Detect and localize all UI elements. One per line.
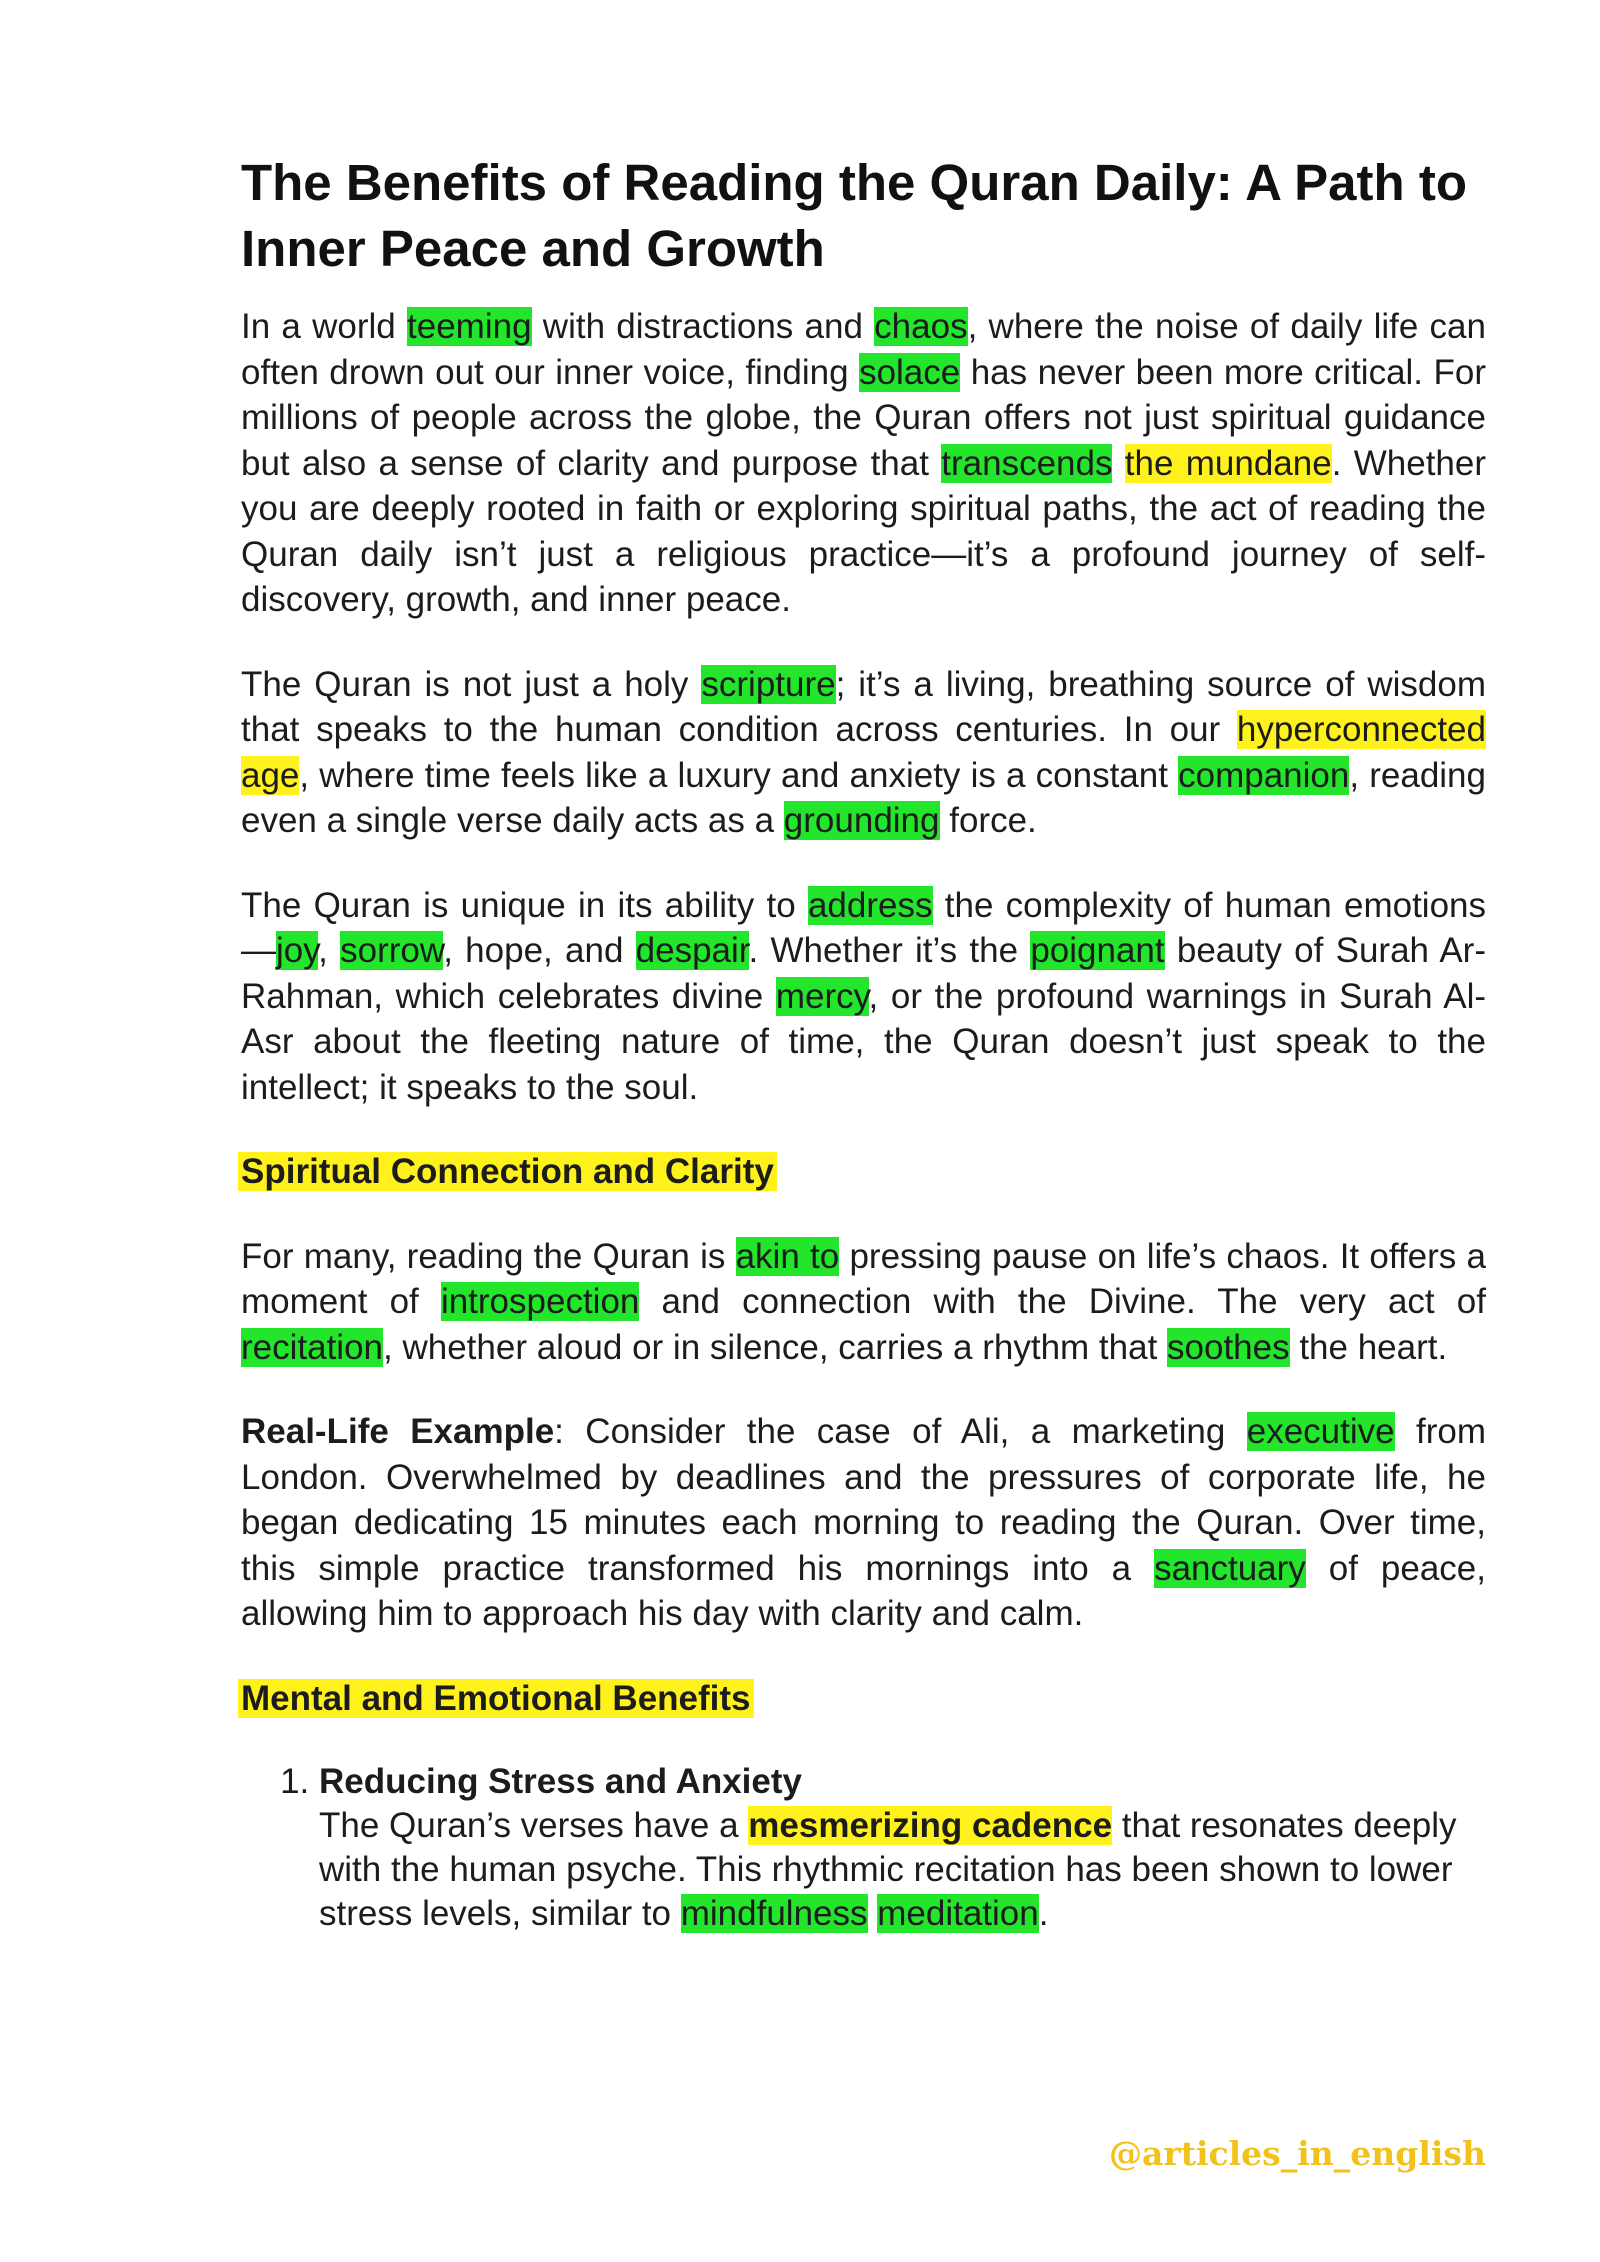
highlighted-word: grounding: [783, 801, 940, 840]
text-run: with distractions and: [531, 307, 875, 346]
text-run: , reading even a single verse daily acts as a: [241, 755, 1486, 840]
highlighted-word: solace: [859, 352, 961, 392]
text-run: , or the profound warnings in Surah Al-Asr about the fleeting nature of time, the Quran doesn’t just speak to the intellect; it speaks to the soul.: [241, 976, 1487, 1107]
text-run: [1112, 444, 1124, 483]
intro-paragraph: [241, 304, 1486, 623]
section-heading-spiritual: [238, 1149, 1486, 1195]
text-run: the complexity of human emotions—: [241, 885, 1487, 970]
section-heading-mental-text: Mental and Emotional Benefits: [238, 1679, 754, 1718]
text-run: . Whether it’s the: [748, 931, 1031, 970]
highlighted-word: address: [807, 885, 933, 925]
text-run: , hope, and: [443, 931, 636, 970]
highlighted-word: sanctuary: [1154, 1548, 1306, 1588]
scripture-paragraph: [241, 662, 1486, 844]
text-run: , whether aloud or in silence, carries a rhythm that: [383, 1327, 1168, 1367]
highlighted-word: companion: [1178, 755, 1350, 795]
text-run: that resonates deeply with the human psyche. This rhythmic recitation has been shown to lower stress levels, similar to: [319, 1806, 1457, 1933]
article: [241, 150, 1486, 1936]
text-run: , where the noise of daily life can often drown out our inner voice, finding: [241, 307, 1486, 392]
text-run: force.: [939, 801, 1037, 840]
text-run: beauty of Surah Ar-Rahman, which celebrates divine: [241, 931, 1486, 1016]
text-run: The Quran is not just a holy: [241, 664, 702, 704]
highlighted-word: sorrow: [340, 931, 444, 970]
emotions-paragraph: [241, 883, 1486, 1111]
highlighted-word: poignant: [1030, 931, 1165, 970]
text-run: ,: [318, 931, 341, 970]
text-run: and connection with the Divine. The very act of: [639, 1282, 1486, 1321]
article-title: The Benefits of Reading the Quran Daily: A Path to Inner Peace and Growth: [241, 154, 1467, 277]
section-heading-spiritual-text: Spiritual Connection and Clarity: [238, 1152, 777, 1191]
list-item: [319, 1760, 1486, 1936]
text-run: . Whether you are deeply rooted in faith or exploring spiritual paths, the act of reading the Quran daily isn’t just a religious practice—it’s a profound journey of self-discovery, growth, and inner peace.: [241, 443, 1487, 619]
text-run: the heart.: [1289, 1327, 1448, 1367]
highlighted-phrase: mesmerizing cadence: [748, 1806, 1113, 1845]
text-run: pressing pause on life’s chaos. It offers a moment of: [241, 1236, 1486, 1321]
text-run: The Quran’s verses have a: [319, 1806, 749, 1845]
highlighted-word: mercy: [775, 976, 869, 1016]
text-run: .: [1038, 1894, 1049, 1933]
highlighted-word: soothes: [1167, 1327, 1290, 1367]
highlighted-word: transcends: [941, 443, 1113, 483]
text-run: The Quran is unique in its ability to: [241, 885, 808, 925]
highlighted-word: akin to: [735, 1236, 840, 1276]
spiritual-paragraph: [241, 1234, 1486, 1371]
highlighted-phrase: hyperconnected age: [241, 710, 1486, 795]
highlighted-word: joy: [276, 931, 319, 970]
text-run: of peace, allowing him to approach his day with clarity and calm.: [241, 1548, 1486, 1633]
highlighted-word: meditation: [877, 1894, 1039, 1933]
highlighted-word: teeming: [407, 307, 532, 346]
text-run: from London. Overwhelmed by deadlines and the pressures of corporate life, he began dedicating 15 minutes each morning to reading the Quran. Over time, this simple practice transformed his mornings into a: [241, 1412, 1487, 1588]
highlighted-word: chaos: [874, 307, 968, 346]
highlighted-word: scripture: [701, 664, 836, 704]
text-run: has never been more critical. For millions of people across the globe, the Quran offers not just spiritual guidance but also a sense of clarity and purpose that: [241, 352, 1486, 483]
section-heading-mental: [238, 1676, 1486, 1722]
text-run: : Consider the case of Ali, a marketing: [554, 1412, 1247, 1451]
highlighted-word: despair: [635, 931, 749, 970]
highlighted-word: introspection: [440, 1282, 640, 1321]
highlighted-word: mindfulness: [680, 1894, 868, 1933]
benefits-list: [241, 1760, 1486, 1936]
text-run: For many, reading the Quran is: [241, 1236, 736, 1276]
text-run: [868, 1894, 878, 1933]
list-item-body: [319, 1804, 1486, 1936]
highlighted-phrase: the mundane: [1124, 443, 1332, 483]
text-run: In a world: [241, 307, 408, 346]
bold-text: Real-Life Example: [241, 1412, 555, 1451]
example-paragraph: [241, 1409, 1486, 1637]
highlighted-word: executive: [1246, 1412, 1395, 1451]
list-item-title: Reducing Stress and Anxiety: [319, 1762, 802, 1801]
text-run: , where time feels like a luxury and anxiety is a constant: [299, 755, 1179, 795]
highlighted-word: recitation: [241, 1327, 384, 1367]
watermark-handle: @articles_in_english: [1109, 2134, 1486, 2173]
text-run: ; it’s a living, breathing source of wisdom that speaks to the human condition across centuries. In our: [241, 664, 1486, 749]
